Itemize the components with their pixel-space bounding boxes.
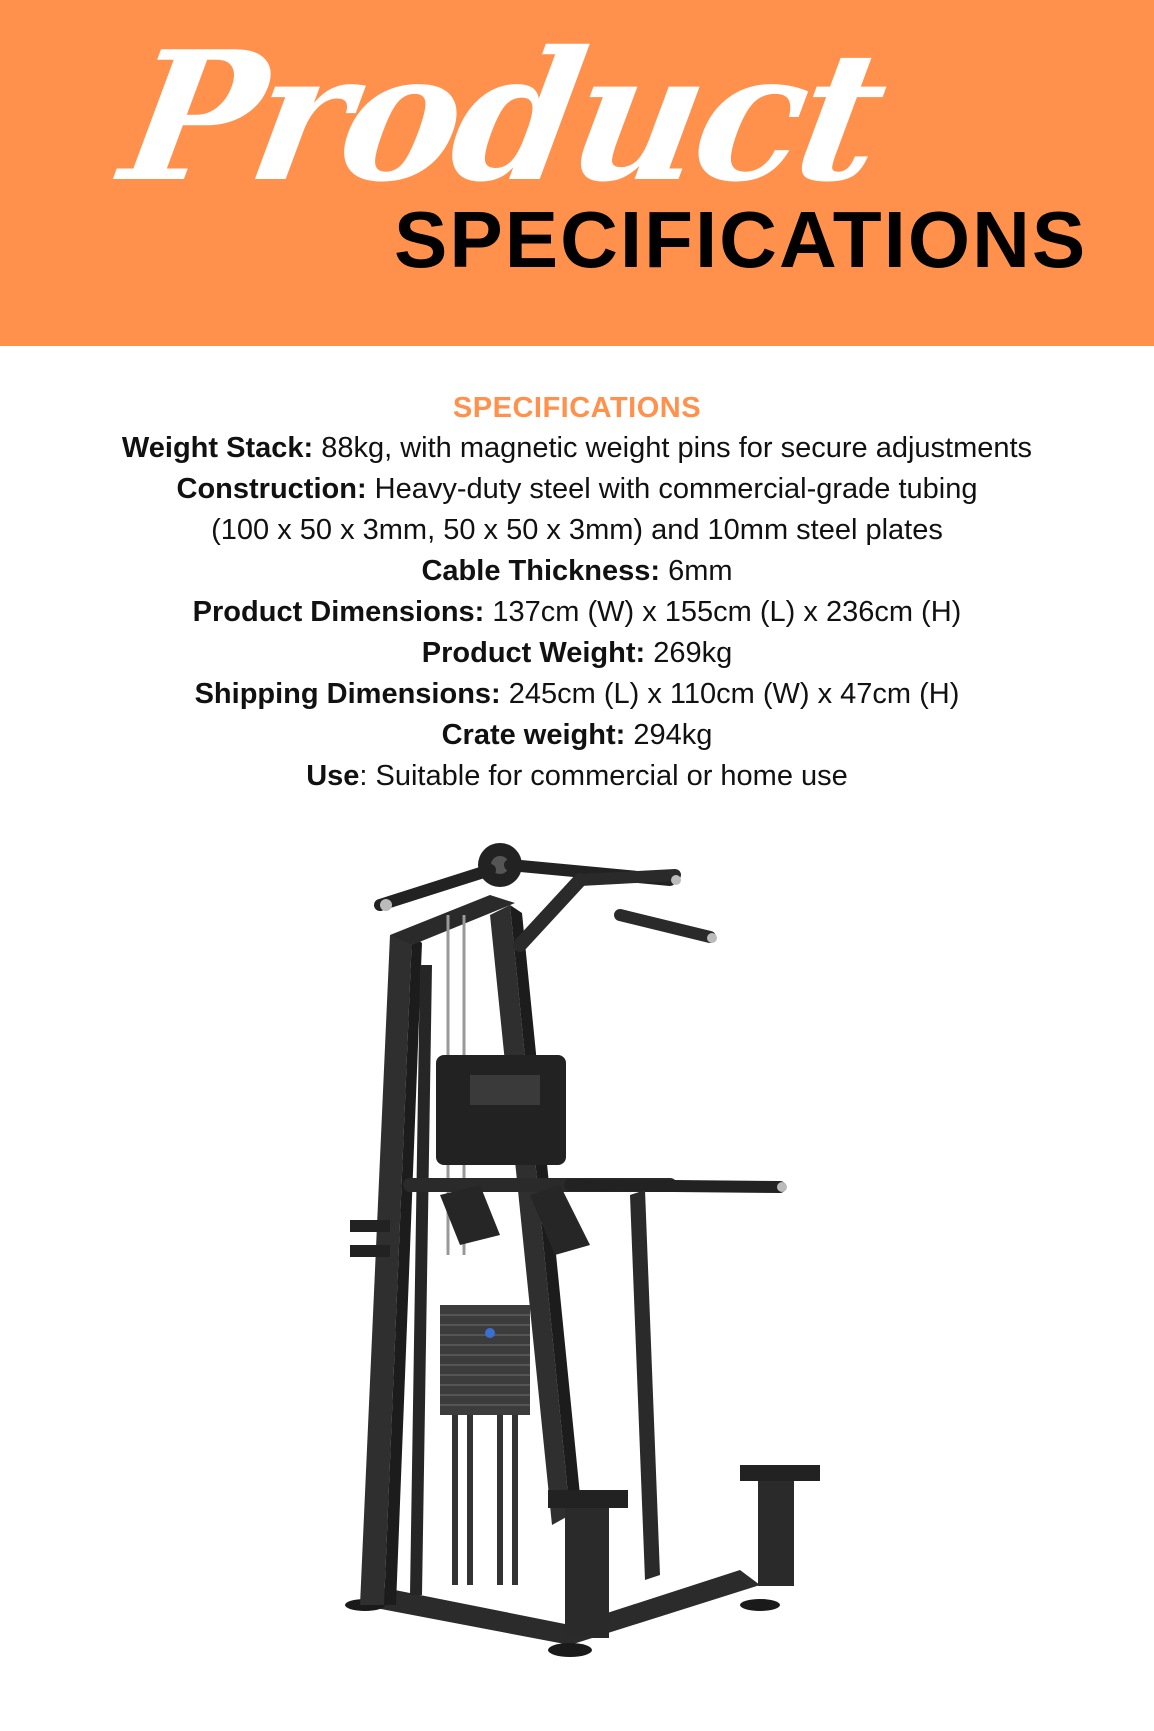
spec-label: Construction:: [176, 473, 367, 505]
spec-crate-weight: [0, 715, 1154, 756]
specifications-heading: SPECIFICATIONS: [452, 392, 702, 424]
specifications-section: [0, 388, 1154, 797]
spec-weight-stack: [0, 428, 1154, 469]
spec-value: (100 x 50 x 3mm, 50 x 50 x 3mm) and 10mm steel plates: [211, 514, 943, 546]
spec-value: 6mm: [660, 555, 733, 587]
spec-use: [0, 756, 1154, 797]
spec-value: 269kg: [645, 637, 733, 669]
spec-value: 137cm (W) x 155cm (L) x 236cm (H): [484, 596, 962, 628]
spec-label: Use: [306, 760, 360, 792]
spec-construction: [0, 469, 1154, 510]
spec-value: : Suitable for commercial or home use: [359, 760, 848, 792]
spec-construction-continued: [0, 510, 1154, 551]
spec-product-dimensions: [0, 592, 1154, 633]
assisted-chin-dip-machine-image: [340, 825, 820, 1665]
spec-value: 88kg, with magnetic weight pins for secure adjustments: [313, 432, 1033, 464]
header-banner: [0, 0, 1154, 346]
spec-value: Heavy-duty steel with commercial-grade tubing: [366, 473, 978, 505]
spec-shipping-dimensions: [0, 674, 1154, 715]
spec-cable-thickness: [0, 551, 1154, 592]
spec-value: 294kg: [625, 719, 713, 751]
spec-label: Product Dimensions:: [192, 596, 485, 628]
spec-value: 245cm (L) x 110cm (W) x 47cm (H): [500, 678, 960, 710]
spec-label: Product Weight:: [421, 637, 646, 669]
spec-label: Crate weight:: [441, 719, 626, 751]
spec-product-weight: [0, 633, 1154, 674]
spec-label: Weight Stack:: [121, 432, 314, 464]
spec-label: Shipping Dimensions:: [194, 678, 501, 710]
script-title: Product: [109, 12, 896, 221]
block-title: SPECIFICATIONS: [394, 195, 1088, 284]
spec-label: Cable Thickness:: [421, 555, 661, 587]
